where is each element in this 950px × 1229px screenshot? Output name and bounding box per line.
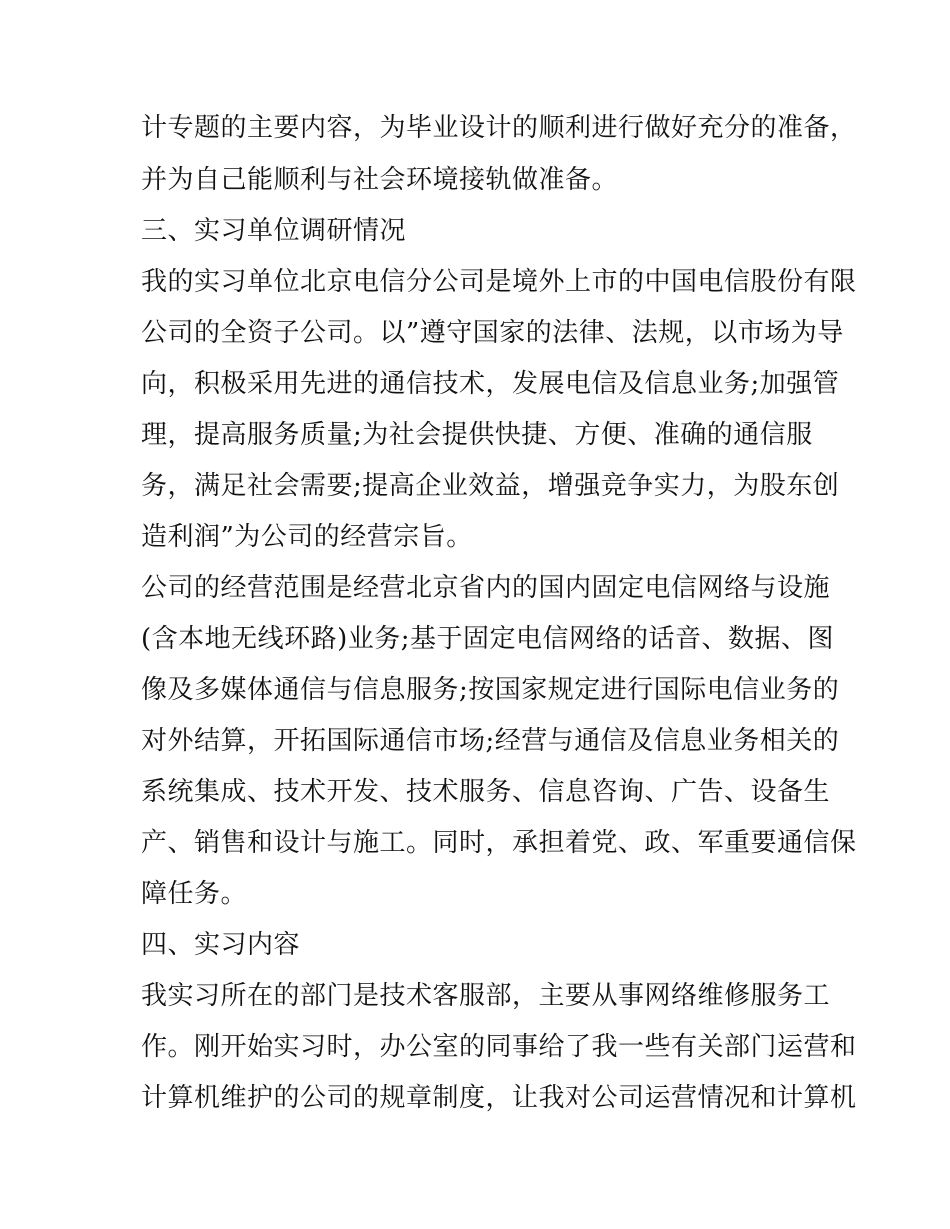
body-text-line: 我的实习单位北京电信分公司是境外上市的中国电信股份有限 [141,267,857,297]
body-text-line: 公司的全资子公司。以”遵守国家的法律、法规，以市场为导 [141,318,844,348]
body-text-line: 作。刚开始实习时，办公室的同事给了我一些有关部门运营和 [141,1032,857,1062]
body-text-line: 对外结算，开拓国际通信市场;经营与通信及信息业务相关的 [141,726,840,756]
body-text-line: 障任务。 [141,879,248,909]
section-heading: 四、实习内容 [141,930,301,960]
body-text-line: 理，提高服务质量;为社会提供快捷、方便、准确的通信服 [141,420,813,450]
body-text-line: 我实习所在的部门是技术客服部，主要从事网络维修服务工 [141,981,831,1011]
body-text-line: 计专题的主要内容，为毕业设计的顺利进行做好充分的准备， [141,113,857,143]
body-text-line: 产、销售和设计与施工。同时，承担着党、政、军重要通信保 [141,828,857,858]
body-text-line: 并为自己能顺利与社会环境接轨做准备。 [141,165,619,195]
section-heading: 三、实习单位调研情况 [141,216,407,246]
body-text-line: 公司的经营范围是经营北京省内的国内固定电信网络与设施 [141,573,831,603]
body-text-line: 务，满足社会需要;提高企业效益，增强竞争实力，为股东创 [141,471,840,501]
body-text-line: 系统集成、技术开发、技术服务、信息咨询、广告、设备生 [141,777,831,807]
body-text-line: 像及多媒体通信与信息服务;按国家规定进行国际电信业务的 [141,675,840,705]
body-text-line: (含本地无线环路)业务;基于固定电信网络的话音、数据、图 [141,624,835,654]
body-text-line: 造利润”为公司的经营宗旨。 [141,522,473,552]
body-text-line: 向，积极采用先进的通信技术，发展电信及信息业务;加强管 [141,369,840,399]
body-text-line: 计算机维护的公司的规章制度，让我对公司运营情况和计算机 [141,1083,857,1113]
